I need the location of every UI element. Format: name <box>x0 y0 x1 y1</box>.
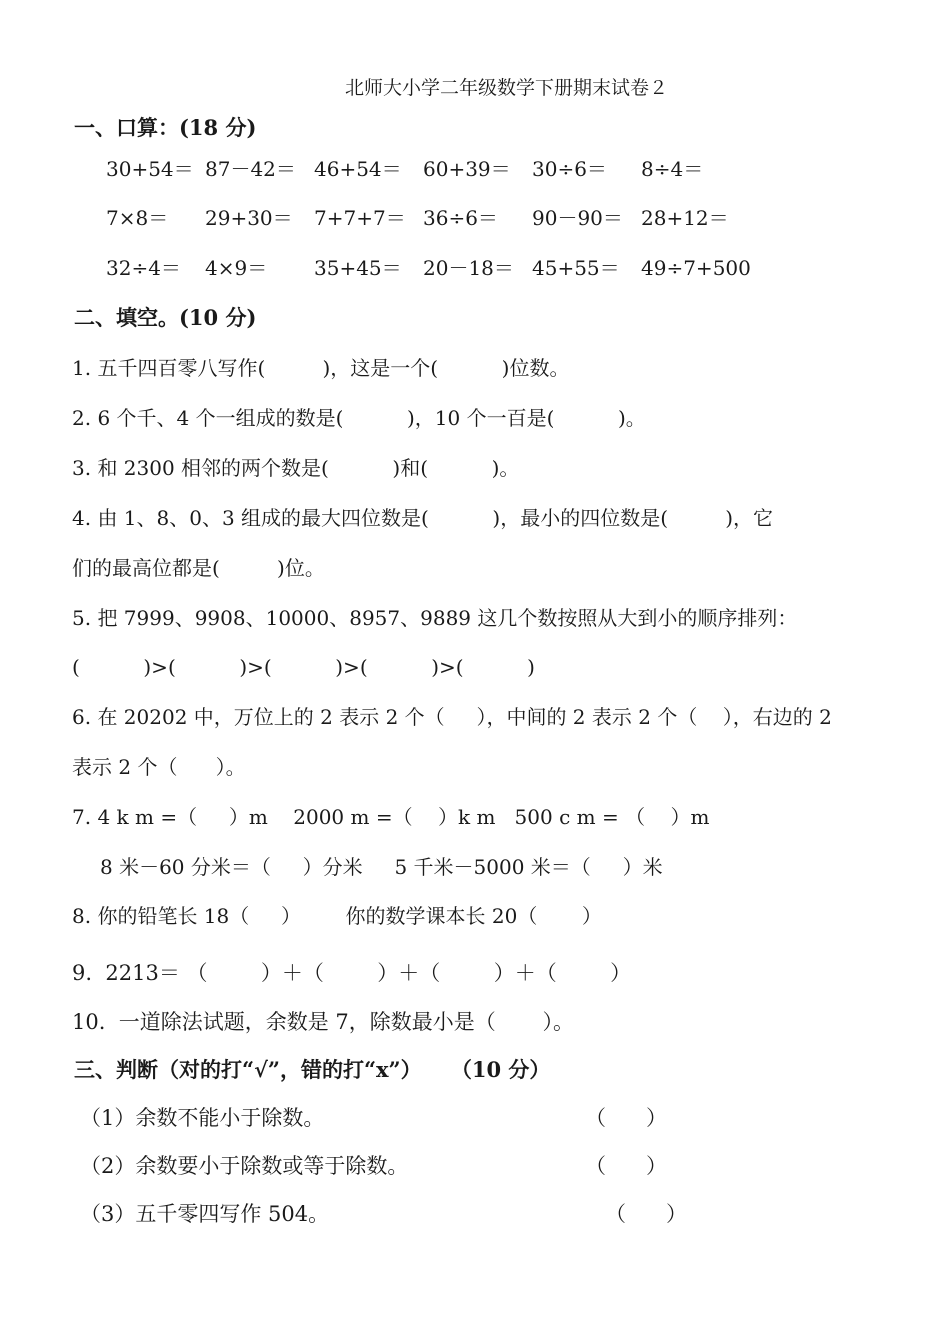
fill-question-6-cont: 表示 2 个（ ）。 <box>72 755 246 779</box>
fill-question-5-blanks: ( )>( )>( )>( )>( ) <box>72 655 535 679</box>
calc-item: 29+30＝ <box>205 206 293 230</box>
judge-blank-3: （ ） <box>605 1202 688 1226</box>
fill-question-1: 1. 五千四百零八写作( )，这是一个( )位数。 <box>72 356 570 380</box>
fill-question-4: 4. 由 1、8、0、3 组成的最大四位数是( )，最小的四位数是( )，它 <box>72 506 774 530</box>
calc-item: 45+55＝ <box>532 256 620 280</box>
judge-blank-1: （ ） <box>585 1106 668 1130</box>
calc-item: 30+54＝ <box>106 157 194 181</box>
judge-blank-2: （ ） <box>585 1154 668 1178</box>
fill-question-8: 8. 你的铅笔长 18（ ） 你的数学课本长 20（ ） <box>72 904 602 928</box>
calc-item: 30÷6＝ <box>532 157 607 181</box>
calc-item: 60+39＝ <box>423 157 511 181</box>
judge-item-2: （2）余数要小于除数或等于除数。 <box>80 1154 409 1178</box>
fill-question-7-cont: 8 米－60 分米＝（ ）分米 5 千米－5000 米＝（ ）米 <box>100 855 663 879</box>
fill-question-7: 7. 4 k m =（ ）m 2000 m =（ ）k m 500 c m = （ ）m <box>72 805 710 829</box>
calc-item: 36÷6＝ <box>423 206 498 230</box>
fill-question-3: 3. 和 2300 相邻的两个数是( )和( )。 <box>72 456 520 480</box>
calc-item: 28+12＝ <box>641 206 729 230</box>
calc-item: 49÷7+500 <box>641 256 751 280</box>
fill-question-5: 5. 把 7999、9908、10000、8957、9889 这几个数按照从大到小的顺序排列： <box>72 606 798 630</box>
calc-item: 4×9＝ <box>205 256 268 280</box>
judge-item-3: （3）五千零四写作 504。 <box>80 1202 330 1226</box>
section-heading-fill-blank: 二、填空。(10 分) <box>74 305 257 330</box>
fill-question-4-cont: 们的最高位都是( )位。 <box>72 556 325 580</box>
calc-item: 7+7+7＝ <box>314 206 406 230</box>
fill-question-9: 9. 2213＝ （ ）＋（ ）＋（ ）＋（ ） <box>72 961 632 985</box>
fill-question-10: 10. 一道除法试题，余数是 7，除数最小是（ ）。 <box>72 1010 575 1034</box>
section-heading-oral-calc: 一、口算：(18 分) <box>74 115 257 140</box>
calc-item: 35+45＝ <box>314 256 402 280</box>
calc-item: 20－18＝ <box>423 256 514 280</box>
section-heading-judge: 三、判断（对的打“√”，错的打“x”） （10 分） <box>74 1057 551 1082</box>
calc-item: 46+54＝ <box>314 157 402 181</box>
judge-item-1: （1）余数不能小于除数。 <box>80 1106 325 1130</box>
calc-item: 90－90＝ <box>532 206 623 230</box>
calc-item: 8÷4＝ <box>641 157 704 181</box>
calc-item: 87－42＝ <box>205 157 296 181</box>
calc-item: 7×8＝ <box>106 206 169 230</box>
fill-question-6: 6. 在 20202 中，万位上的 2 表示 2 个（ ），中间的 2 表示 2 个（ ），右边的 2 <box>72 705 832 729</box>
page-title: 北师大小学二年级数学下册期末试卷２ <box>345 77 669 99</box>
fill-question-2: 2. 6 个千、4 个一组成的数是( )，10 个一百是( )。 <box>72 406 646 430</box>
calc-item: 32÷4＝ <box>106 256 181 280</box>
